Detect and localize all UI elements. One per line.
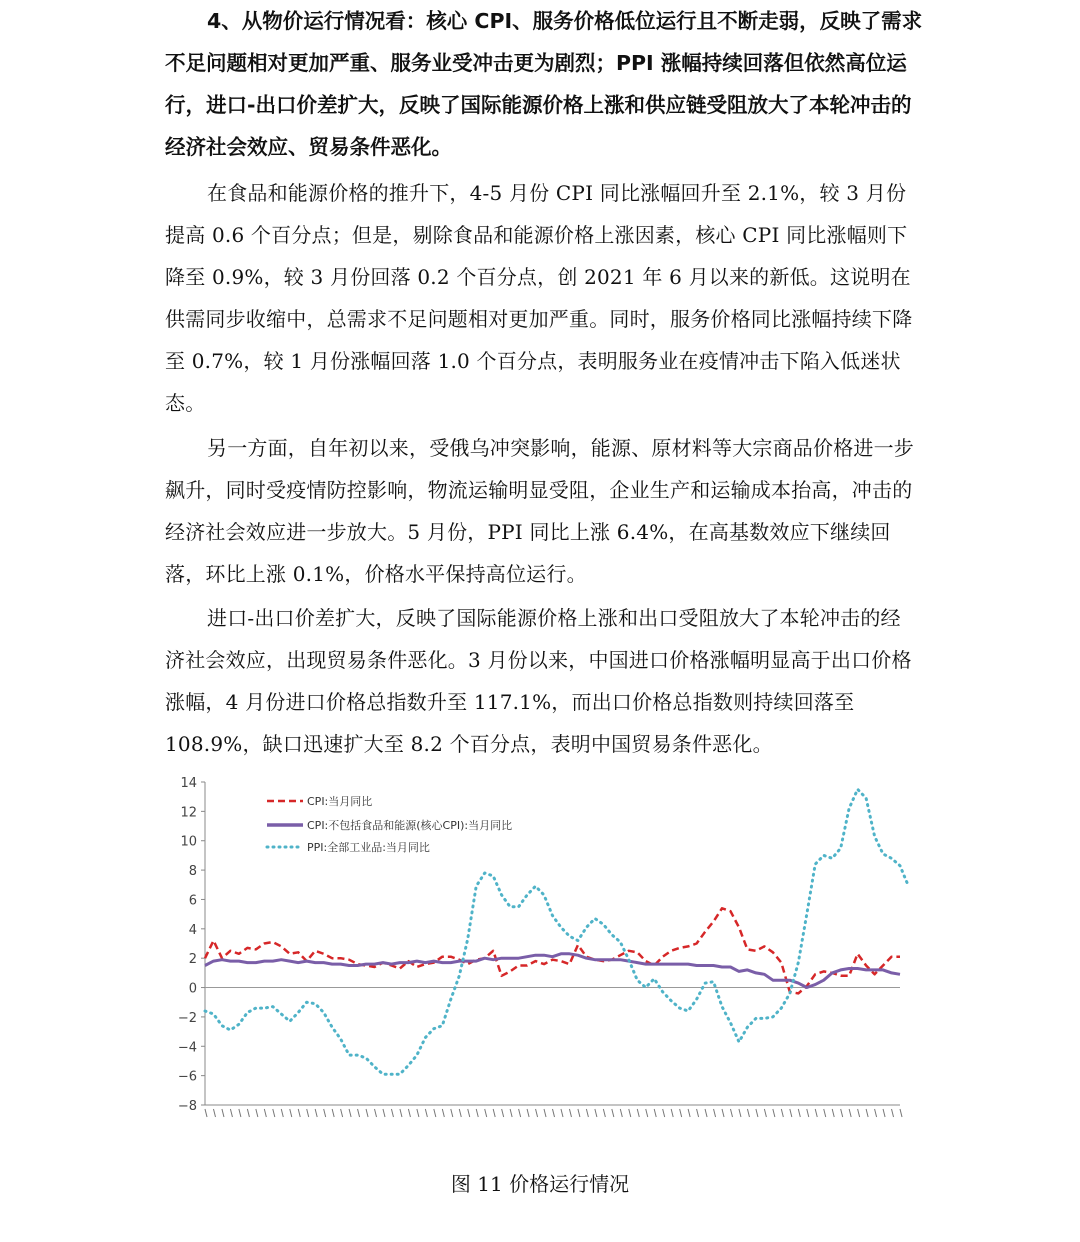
x-tick <box>307 1109 309 1117</box>
x-tick <box>875 1109 877 1117</box>
x-tick <box>510 1109 512 1117</box>
x-tick <box>273 1109 275 1117</box>
x-tick <box>205 1109 207 1117</box>
x-tick <box>290 1109 292 1117</box>
x-tick <box>832 1109 834 1117</box>
x-tick <box>222 1109 224 1117</box>
x-tick <box>315 1109 317 1117</box>
x-tick <box>324 1109 326 1117</box>
x-tick <box>391 1109 393 1117</box>
y-tick-label: 8 <box>188 864 197 880</box>
x-tick <box>366 1109 368 1117</box>
x-tick <box>349 1109 351 1117</box>
x-tick <box>807 1109 809 1117</box>
x-tick <box>680 1109 682 1117</box>
x-tick <box>239 1109 241 1117</box>
x-tick <box>247 1109 249 1117</box>
x-tick <box>298 1109 300 1117</box>
x-tick <box>747 1109 749 1117</box>
x-tick <box>849 1109 851 1117</box>
chart-legend <box>267 794 512 854</box>
x-tick <box>883 1109 885 1117</box>
y-tick-label: −8 <box>177 1099 197 1114</box>
x-tick <box>485 1109 487 1117</box>
y-tick-label: 2 <box>188 952 197 968</box>
price-chart <box>165 768 910 1128</box>
x-tick <box>671 1109 673 1117</box>
figure-caption: 图 11 价格运行情况 <box>450 1172 630 1196</box>
x-tick <box>798 1109 800 1117</box>
x-tick <box>332 1109 334 1117</box>
x-tick <box>663 1109 665 1117</box>
x-tick <box>383 1109 385 1117</box>
x-tick <box>400 1109 402 1117</box>
x-tick <box>459 1109 461 1117</box>
x-tick <box>722 1109 724 1117</box>
paragraph-trade: 进口-出口价差扩大，反映了国际能源价格上涨和出口受阻放大了本轮冲击的经济社会效应，出现贸易条件恶化。3 月份以来，中国进口价格涨幅明显高于出口价格涨幅，4 月份进口价格总指数升至 117.1%，而出口价格总指数则持续回落至 108.9%，缺口迅速扩大至 8.2 个百分点，表明中国贸易条件恶化。 <box>165 606 912 756</box>
y-tick-label: 4 <box>188 922 197 938</box>
x-tick <box>739 1109 741 1117</box>
x-tick <box>213 1109 215 1117</box>
x-tick <box>476 1109 478 1117</box>
x-tick <box>230 1109 232 1117</box>
x-tick <box>358 1109 360 1117</box>
x-tick <box>408 1109 410 1117</box>
x-tick <box>502 1109 504 1117</box>
x-tick <box>858 1109 860 1117</box>
x-tick <box>900 1109 902 1117</box>
legend-label-2: PPI:全部工业品:当月同比 <box>307 841 430 854</box>
y-tick-label: 0 <box>188 981 197 997</box>
x-tick <box>603 1109 605 1117</box>
x-tick <box>519 1109 521 1117</box>
chart-axes <box>178 776 902 1117</box>
series-line-0 <box>205 908 900 993</box>
y-tick-label: −2 <box>177 1010 197 1026</box>
y-tick-label: 12 <box>180 805 197 821</box>
paragraph-ppi: 另一方面，自年初以来，受俄乌冲突影响，能源、原材料等大宗商品价格进一步飙升，同时受疫情防控影响，物流运输明显受阻，企业生产和运输成本抬高，冲击的经济社会效应进一步放大。5 月份，PPI 同比上涨 6.4%，在高基数效应下继续回落，环比上涨 0.1%，价格水平保持高位运行。 <box>165 436 914 586</box>
x-tick <box>620 1109 622 1117</box>
x-tick <box>866 1109 868 1117</box>
x-tick <box>578 1109 580 1117</box>
x-tick <box>417 1109 419 1117</box>
x-tick <box>527 1109 529 1117</box>
x-tick <box>425 1109 427 1117</box>
y-tick-label: 6 <box>188 893 197 909</box>
x-tick <box>646 1109 648 1117</box>
x-tick <box>688 1109 690 1117</box>
x-tick <box>764 1109 766 1117</box>
x-tick <box>451 1109 453 1117</box>
x-tick <box>493 1109 495 1117</box>
x-tick <box>569 1109 571 1117</box>
legend-label-0: CPI:当月同比 <box>307 795 373 808</box>
chart-series <box>205 789 909 1074</box>
x-tick <box>756 1109 758 1117</box>
x-tick <box>341 1109 343 1117</box>
y-tick-label: 14 <box>180 776 197 791</box>
x-tick <box>561 1109 563 1117</box>
y-tick-label: −4 <box>177 1040 197 1056</box>
x-tick <box>468 1109 470 1117</box>
y-tick-label: 10 <box>180 834 197 850</box>
x-tick <box>612 1109 614 1117</box>
x-tick <box>536 1109 538 1117</box>
x-tick <box>256 1109 258 1117</box>
legend-label-1: CPI:不包括食品和能源(核心CPI):当月同比 <box>307 819 513 832</box>
x-tick <box>705 1109 707 1117</box>
y-tick-label: −6 <box>177 1069 197 1085</box>
x-tick <box>553 1109 555 1117</box>
x-tick <box>714 1109 716 1117</box>
x-tick <box>544 1109 546 1117</box>
x-tick <box>434 1109 436 1117</box>
x-tick <box>375 1109 377 1117</box>
series-line-2 <box>205 789 909 1074</box>
x-tick <box>595 1109 597 1117</box>
x-tick <box>442 1109 444 1117</box>
x-tick <box>773 1109 775 1117</box>
x-tick <box>781 1109 783 1117</box>
x-tick <box>637 1109 639 1117</box>
x-tick <box>264 1109 266 1117</box>
x-tick <box>892 1109 894 1117</box>
x-tick <box>824 1109 826 1117</box>
x-tick <box>841 1109 843 1117</box>
x-tick <box>697 1109 699 1117</box>
paragraph-cpi: 在食品和能源价格的推升下，4-5 月份 CPI 同比涨幅回升至 2.1%，较 3 月份提高 0.6 个百分点；但是，剔除食品和能源价格上涨因素，核心 CPI 同比涨幅则下降至 0.9%，较 3 月份回落 0.2 个百分点，创 2021 年 6 月以来的新低。这说明在供需同步收缩中，总需求不足问题相对更加严重。同时，服务价格同比涨幅持续下降至 0.7%，较 1 月份涨幅回落 1.0 个百分点，表明服务业在疫情冲击下陷入低迷状态。 <box>165 181 913 415</box>
x-tick <box>730 1109 732 1117</box>
x-tick <box>815 1109 817 1117</box>
x-tick <box>654 1109 656 1117</box>
x-tick <box>629 1109 631 1117</box>
section-heading: 4、从物价运行情况看：核心 CPI、服务价格低位运行且不断走弱，反映了需求不足问题相对更加严重、服务业受冲击更为剧烈；PPI 涨幅持续回落但依然高位运行，进口-出口价差扩大，反映了国际能源价格上涨和供应链受阻放大了本轮冲击的经济社会效应、贸易条件恶化。 <box>165 9 923 159</box>
x-tick <box>586 1109 588 1117</box>
x-tick <box>281 1109 283 1117</box>
x-tick <box>790 1109 792 1117</box>
